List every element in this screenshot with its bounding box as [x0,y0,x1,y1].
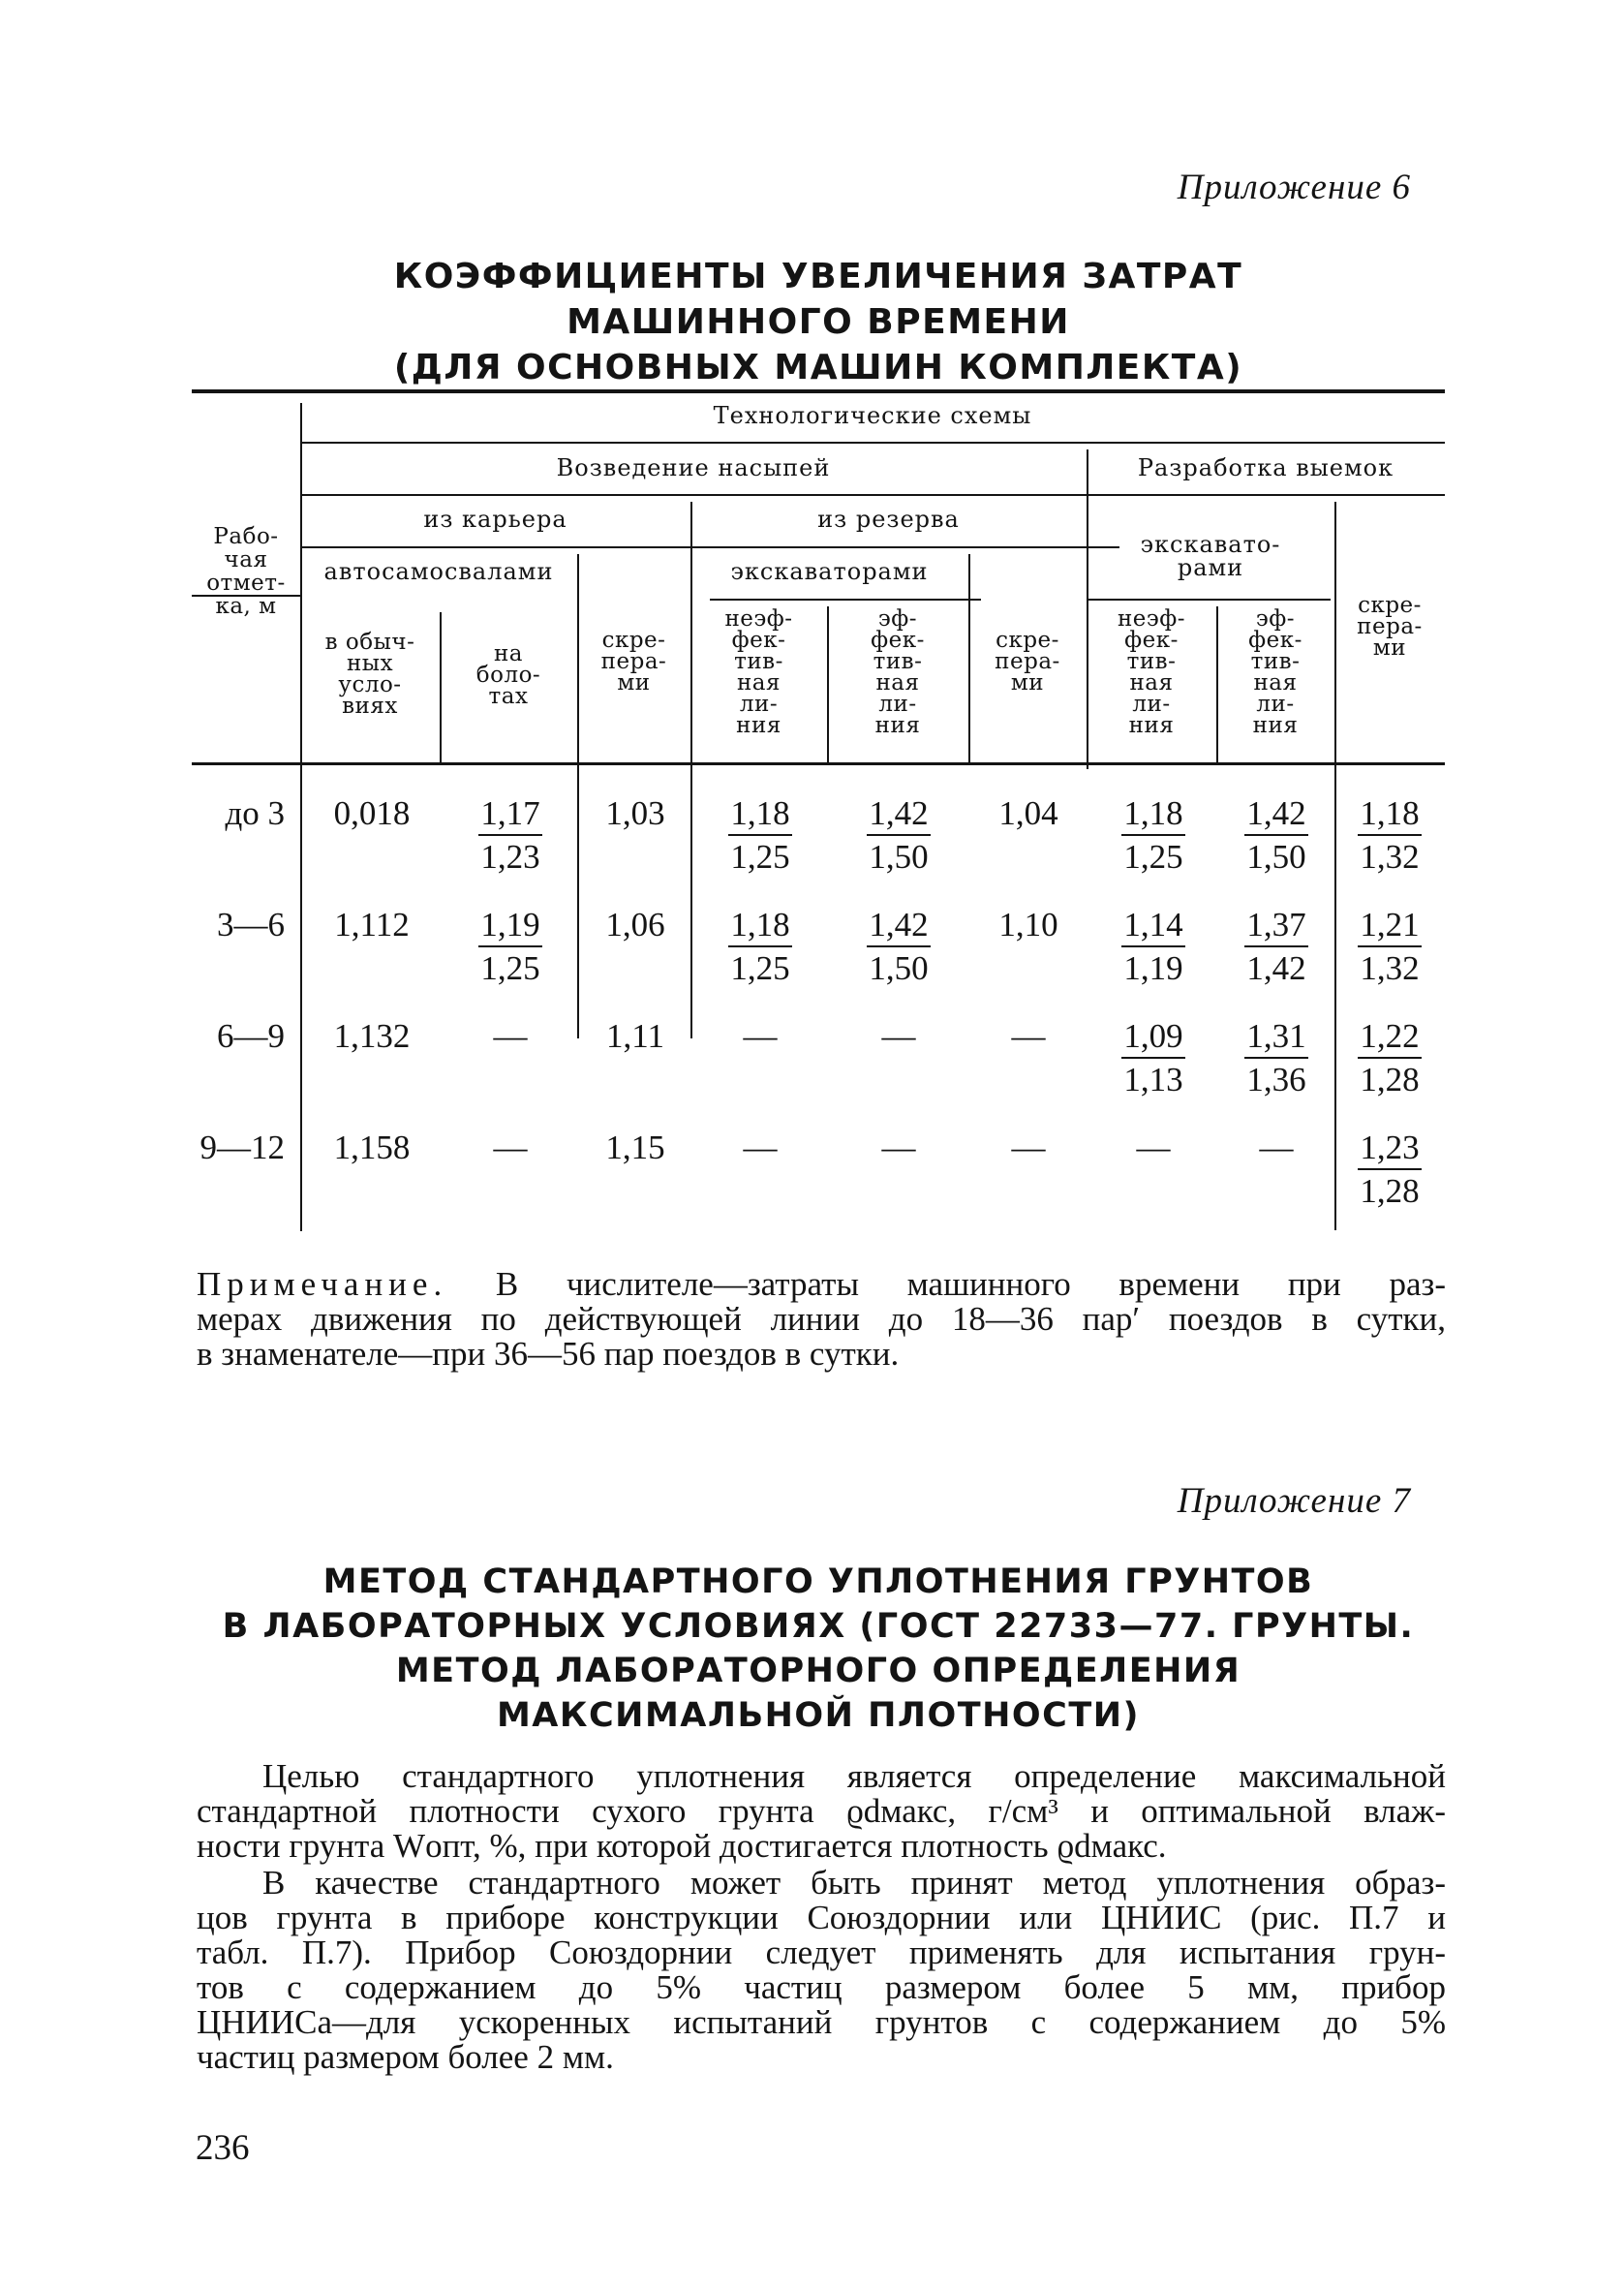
table-cell-fraction [841,794,957,877]
header-text: ния [736,713,781,738]
header-text: отмет- [206,571,286,596]
header-text: тив- [873,649,923,674]
table-cell-fraction [841,906,957,988]
table-cell-fraction [702,794,818,877]
header-text: фек- [871,628,925,653]
numerator: 1,22 [1360,1017,1420,1055]
header-text: ли- [878,692,917,717]
paragraph-line: Целью стандартного уплотнения является определение максимальной [262,1757,1446,1795]
fraction-bar [1358,1168,1422,1170]
header-text: фек- [731,628,786,653]
title-line: МАШИННОГО ВРЕМЕНИ [567,302,1070,342]
table-cell-fraction [1095,794,1211,877]
fraction-bar [728,945,792,947]
note-label: Примечание. [197,1265,448,1303]
table-cell: — [1011,1129,1046,1166]
fraction-bar [867,945,931,947]
header-text: ли- [1256,692,1295,717]
header-excavation: Разработка выемок [1137,454,1394,481]
header-text: ми [1010,670,1045,696]
row-label: 3—6 [217,906,285,943]
table-cell-fraction [452,794,568,877]
note-text: мерах движения по действующей линии до 18—36 пар′ поездов в сутки, [197,1300,1446,1338]
table-cell-fraction [1095,906,1211,988]
header-text: виях [342,694,398,719]
table-cell: — [881,1129,916,1166]
header-text: ли- [739,692,779,717]
header-text: ная [875,670,920,696]
header-embankment: Возведение насыпей [556,454,831,481]
table-top-rule [192,389,1445,393]
coefficients-table [192,389,1445,1230]
numerator: 1,42 [869,794,929,832]
header-normal-conditions [300,632,440,717]
header-effective-line [827,608,968,736]
table-cell-fraction [1218,1017,1334,1099]
table-cell: — [1011,1017,1046,1055]
table-cell-fraction [1218,906,1334,988]
title-line: (ДЛЯ ОСНОВНЫХ МАШИН КОМПЛЕКТА) [393,348,1243,387]
title-line: МЕТОД ЛАБОРАТОРНОГО ОПРЕДЕЛЕНИЯ [395,1652,1241,1690]
paragraph-line: стандартной плотности сухого грунта ϱdмакс, г/см³ и оптимальной влаж- [197,1792,1446,1830]
table-cell: — [743,1129,778,1166]
rule [300,494,1445,496]
numerator: 1,31 [1246,1017,1306,1055]
header-text: ния [1128,713,1175,738]
denominator: 1,50 [1246,838,1306,876]
header-effective-line-excavation [1216,608,1334,736]
header-text: ная [1129,670,1174,696]
header-text: ния [874,713,921,738]
denominator: 1,32 [1360,838,1420,876]
header-swamps [440,643,577,707]
title-line: МАКСИМАЛЬНОЙ ПЛОТНОСТИ) [496,1696,1141,1735]
header-text: ли- [1132,692,1171,717]
header-text: эф- [877,606,918,632]
header-text: пера- [995,649,1060,674]
numerator: 1,18 [1360,794,1420,832]
paragraph-line: ности грунта Wопт, %, при которой достигается плотность ϱdмакс. [197,1827,1167,1865]
header-bottom-rule [192,762,1445,765]
table-cell: — [1259,1129,1294,1166]
table-cell: — [881,1017,916,1055]
numerator: 1,23 [1360,1129,1420,1166]
table-cell-fraction [1332,1129,1448,1211]
fraction-bar [1358,1057,1422,1059]
row-label: 9—12 [199,1129,285,1166]
paragraph-line: ЦНИИСа—для ускоренных испытаний грунтов с содержанием до 5% [197,2003,1446,2041]
appendix-7-label: Приложение 7 [1177,1481,1411,1521]
header-text: тах [488,684,529,709]
numerator: 1,14 [1123,906,1183,943]
table-note [197,1267,1446,1372]
denominator: 1,36 [1246,1061,1306,1098]
denominator: 1,28 [1360,1172,1420,1210]
denominator: 1,28 [1360,1061,1420,1098]
fraction-bar [478,834,542,836]
header-scrapers-excavation [1334,595,1445,659]
fraction-bar [1358,945,1422,947]
numerator: 1,42 [1246,794,1306,832]
table-cell: 1,04 [998,794,1058,832]
denominator: 1,50 [869,838,929,876]
header-text: неэф- [724,606,793,632]
numerator: 1,37 [1246,906,1306,943]
denominator: 1,25 [730,838,790,876]
table-cell-fraction [1332,906,1448,988]
header-text: чая [224,547,268,572]
header-text: скре- [1358,593,1422,618]
numerator: 1,21 [1360,906,1420,943]
fraction-bar [1244,834,1308,836]
header-text: пера- [1357,614,1423,639]
header-ineffective-line-excavation [1087,608,1216,736]
appendix-6-title [194,254,1443,390]
numerator: 1,09 [1123,1017,1183,1055]
denominator: 1,25 [480,949,540,987]
rule [1088,599,1331,601]
header-text: пера- [600,649,667,674]
table-cell: 1,132 [333,1017,411,1055]
fraction-bar [1244,1057,1308,1059]
table-cell: 1,15 [605,1129,665,1166]
header-from-quarry: из карьера [423,506,567,533]
numerator: 1,18 [730,794,790,832]
header-tech-schemes: Технологические схемы [713,402,1032,429]
header-text: фек- [1248,628,1302,653]
numerator: 1,17 [480,794,540,832]
header-text: тив- [1126,649,1177,674]
paragraph-2 [197,1866,1446,2075]
header-text: в обыч- [324,630,415,655]
paragraph-line: частиц размером более 2 мм. [197,2038,614,2076]
header-text: ная [736,670,781,696]
table-cell-fraction [1332,1017,1448,1099]
denominator: 1,32 [1360,949,1420,987]
note-text: в знаменателе—при 36—56 пар поездов в сутки. [197,1335,900,1373]
fraction-bar [867,834,931,836]
header-text: тив- [734,649,783,674]
row-label: до 3 [225,794,285,832]
table-cell: 1,112 [334,906,410,943]
rule [710,599,981,601]
header-ineffective-line [690,608,827,736]
numerator: 1,19 [480,906,540,943]
paragraph-line: цов грунта в приборе конструкции Союздорнии или ЦНИИС (рис. П.7 и [197,1899,1446,1936]
appendix-7-title [194,1560,1443,1738]
appendix-6-label: Приложение 6 [1177,168,1411,207]
header-text: неэф- [1117,606,1186,632]
header-text: ния [1252,713,1299,738]
table-cell: 1,03 [605,794,665,832]
header-text: тив- [1250,649,1301,674]
table-cell-fraction [1218,794,1334,877]
numerator: 1,18 [730,906,790,943]
header-text: скре- [601,628,666,653]
fraction-bar [728,834,792,836]
header-text: экскавато- [1140,531,1281,558]
fraction-bar [478,945,542,947]
denominator: 1,50 [869,949,929,987]
table-cell: — [743,1017,778,1055]
row-label: 6—9 [217,1017,285,1055]
table-cell-fraction [702,906,818,988]
denominator: 1,23 [480,838,540,876]
denominator: 1,25 [1123,838,1183,876]
header-text: на [493,641,524,666]
header-from-reserve: из резерва [817,506,960,533]
table-cell: — [493,1017,528,1055]
fraction-bar [1358,834,1422,836]
table-cell-fraction [1332,794,1448,877]
denominator: 1,19 [1123,949,1183,987]
header-excavators-split [1087,533,1334,579]
header-text: рами [1177,554,1244,581]
numerator: 1,18 [1123,794,1183,832]
header-text: ная [1253,670,1298,696]
fraction-bar [1244,945,1308,947]
header-scrapers-quarry [577,630,690,694]
table-cell: 1,11 [606,1017,664,1055]
header-text: ка, м [215,594,277,619]
title-line: В ЛАБОРАТОРНЫХ УСЛОВИЯХ (ГОСТ 22733—77. ГРУНТЫ. [222,1607,1415,1646]
header-text: усло- [338,672,402,697]
header-text: фек- [1124,628,1179,653]
rule [300,442,1445,444]
rule [300,546,1119,548]
header-text: скре- [996,628,1059,653]
table-cell: — [1136,1129,1171,1166]
header-text: эф- [1255,606,1296,632]
title-line: КОЭФФИЦИЕНТЫ УВЕЛИЧЕНИЯ ЗАТРАТ [393,257,1243,296]
note-text: В числителе—затраты машинного времени при раз- [447,1265,1446,1303]
table-cell: 0,018 [333,794,411,832]
header-excavators: экскаваторами [730,558,929,585]
header-text: ных [346,651,394,676]
fraction-bar [1121,1057,1185,1059]
page-number: 236 [196,2128,250,2168]
table-cell: 1,06 [605,906,665,943]
header-text: ми [1372,635,1407,661]
fraction-bar [1121,834,1185,836]
table-cell-fraction [1095,1017,1211,1099]
table-cell-fraction [452,906,568,988]
paragraph-1 [197,1759,1446,1864]
paragraph-line: В качестве стандартного может быть принят метод уплотнения образ- [262,1864,1446,1902]
table-cell: — [493,1129,528,1166]
header-text: боло- [475,663,541,688]
denominator: 1,13 [1123,1061,1183,1098]
table-cell: 1,158 [333,1129,411,1166]
fraction-bar [1121,945,1185,947]
denominator: 1,25 [730,949,790,987]
header-text: Рабо- [213,524,279,549]
table-cell: 1,10 [998,906,1058,943]
header-dump-trucks: автосамосвалами [323,558,554,585]
numerator: 1,42 [869,906,929,943]
title-line: МЕТОД СТАНДАРТНОГО УПЛОТНЕНИЯ ГРУНТОВ [322,1562,1314,1601]
paragraph-line: тов с содержанием до 5% частиц размером более 5 мм, прибор [197,1968,1446,2006]
header-text: ми [617,670,651,696]
header-scrapers-reserve [968,630,1087,694]
paragraph-line: табл. П.7). Прибор Союздорнии следует применять для испытания грун- [197,1933,1446,1971]
denominator: 1,42 [1246,949,1306,987]
header-row-label [192,525,300,618]
